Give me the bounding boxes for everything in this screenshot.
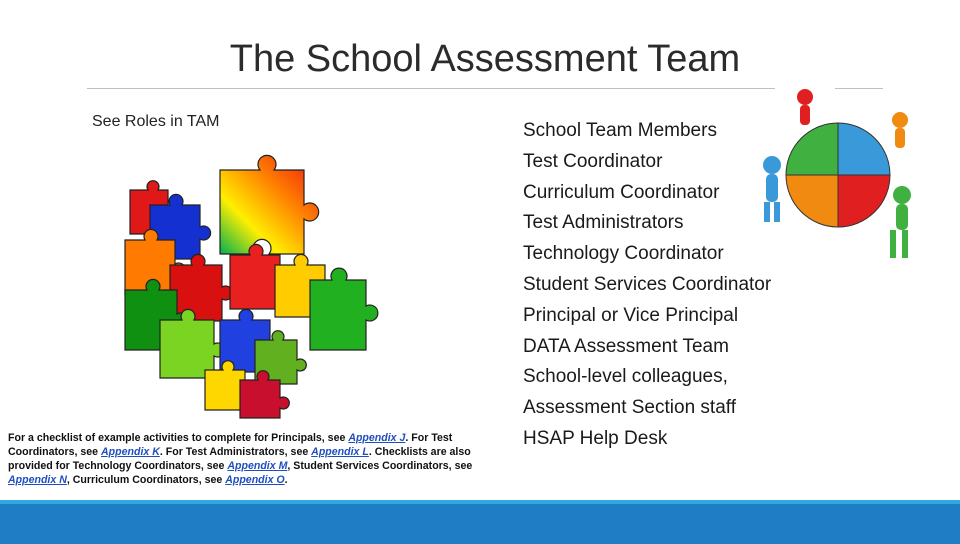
role-item: Student Services Coordinator	[523, 273, 772, 295]
appendix-note	[8, 431, 508, 487]
appendix-o-link[interactable]: Appendix O	[225, 474, 285, 486]
role-item: School-level colleagues,	[523, 366, 728, 388]
roles-list	[523, 117, 771, 456]
puzzle-pieces-image	[105, 150, 385, 420]
appendix-m-link[interactable]: Appendix M	[227, 460, 288, 472]
appendix-j-link[interactable]: Appendix J	[348, 432, 406, 444]
note-text: . For Test Coordinators, see	[8, 432, 453, 458]
role-item: Test Coordinator	[523, 150, 663, 172]
footer-bar	[0, 500, 960, 544]
slide-title: The School Assessment Team	[229, 38, 741, 80]
note-text: , Curriculum Coordinators, see	[66, 474, 226, 486]
note-text: , Student Services Coordinators, see	[287, 460, 473, 472]
role-item: Assessment Section staff	[523, 397, 736, 419]
role-item: DATA Assessment Team	[523, 335, 729, 357]
subheading: See Roles in TAM	[92, 113, 220, 130]
role-item: Technology Coordinator	[523, 243, 724, 265]
appendix-l-link[interactable]: Appendix L	[311, 446, 369, 458]
appendix-n-link[interactable]: Appendix N	[8, 474, 67, 486]
role-item: Curriculum Coordinator	[523, 181, 720, 203]
title-divider	[87, 88, 775, 89]
note-text: . For Test Administrators, see	[159, 446, 312, 458]
team-puzzle-image	[750, 85, 925, 265]
appendix-k-link[interactable]: Appendix K	[101, 446, 160, 458]
role-item: Test Administrators	[523, 212, 684, 234]
note-text: For a checklist of example activities to complete for Principals, see	[8, 432, 349, 444]
note-text: .	[284, 474, 288, 486]
role-item: School Team Members	[523, 120, 717, 141]
role-item: HSAP Help Desk	[523, 427, 668, 449]
note-text: . Checklists are also provided for Technology Coordinators, see	[8, 446, 471, 472]
role-item: Principal or Vice Principal	[523, 304, 739, 326]
